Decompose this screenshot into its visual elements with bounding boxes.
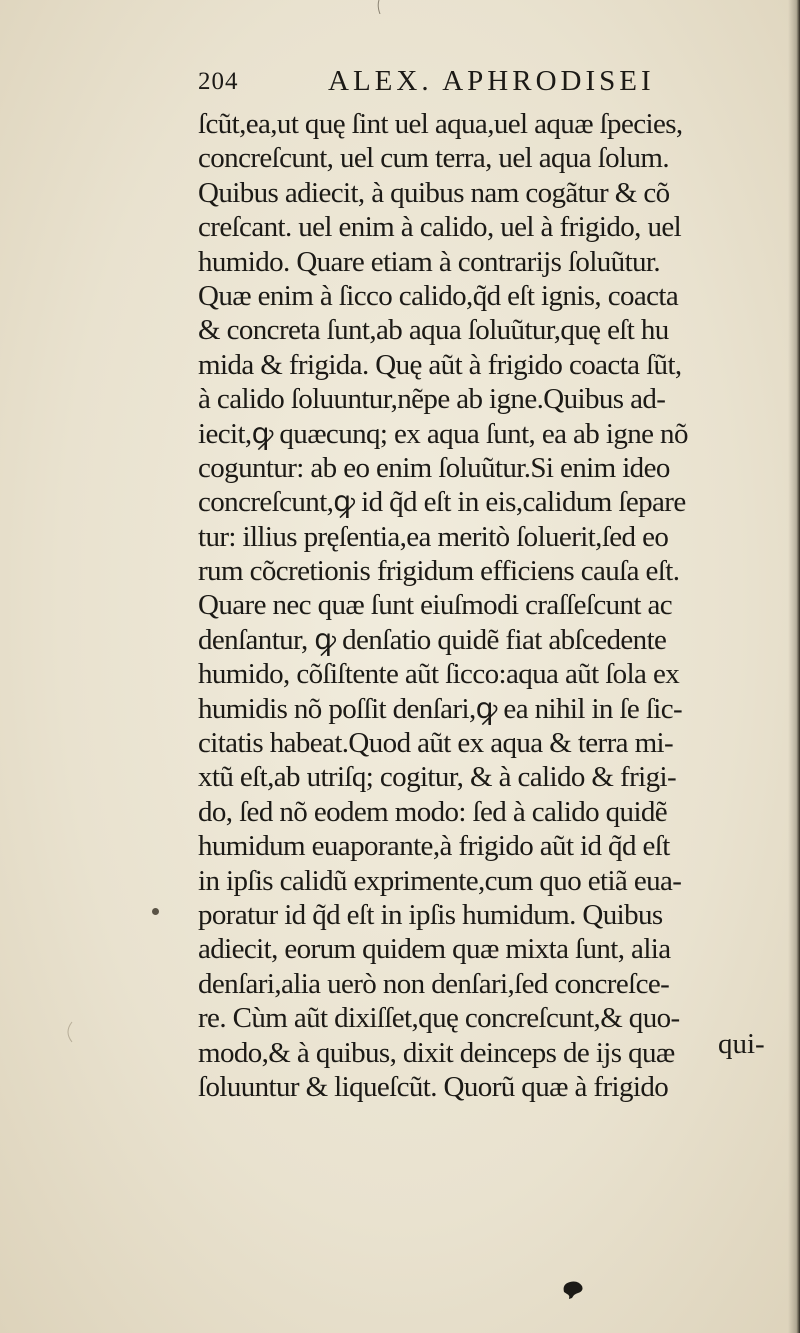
text-line: poratur id q̃d eſt in ipſis humidum. Quibus — [198, 898, 663, 931]
printer-ornament-icon — [560, 1278, 586, 1300]
page-header — [198, 62, 758, 102]
text-line: humidum euaporante,à frigido aũt id q̃d eſt — [198, 830, 670, 863]
text-line: Quare nec quæ ſunt eiuſmodi craſſeſcunt ac — [198, 589, 673, 622]
text-line: denſantur, ꝙ denſatio quidẽ fiat abſcedente — [198, 623, 667, 656]
text-line: iecit,ꝙ quæcunq; ex aqua ſunt, ea ab igne nõ — [198, 417, 688, 450]
margin-dot — [152, 908, 159, 915]
body-text — [198, 107, 794, 1104]
text-line: in ipſis calidũ exprimente,cum quo etiã eua- — [198, 864, 682, 897]
catchword: qui- — [718, 1028, 765, 1060]
page-number: 204 — [198, 68, 239, 95]
text-line: Quæ enim à ſicco calido,q̃d eſt ignis, coacta — [198, 279, 679, 312]
text-line: modo,& à quibus, dixit deinceps de ijs quæ — [198, 1036, 675, 1069]
text-line: humido, cõſiſtente aũt ſicco:aqua aũt ſola ex — [198, 658, 680, 691]
text-line: mida & frigida. Quę aũt à frigido coacta ſũt, — [198, 348, 682, 381]
text-line: ſcũt,ea,ut quę ſint uel aqua,uel aquæ ſpecies, — [198, 108, 683, 140]
text-line: citatis habeat.Quod aũt ex aqua & terra mi- — [198, 727, 674, 760]
text-line: xtũ eſt,ab utriſq; cogitur, & à calido & frigi- — [198, 761, 677, 794]
ink-tick-mark — [376, 0, 382, 14]
text-line: ſoluuntur & liqueſcũt. Quorũ quæ à frigido — [198, 1070, 669, 1103]
text-line: adiecit, eorum quidem quæ mixta ſunt, alia — [198, 933, 671, 966]
text-line: creſcant. uel enim à calido, uel à frigido, uel — [198, 211, 682, 244]
text-line: rum cõcretionis frigidum efficiens cauſa eſt. — [198, 555, 680, 588]
text-line: humidis nõ poſſit denſari,ꝙ ea nihil in ſe ſic- — [198, 692, 683, 725]
text-line: tur: illius pręſentia,ea meritò ſoluerit,ſed eo — [198, 520, 669, 553]
text-line: humido. Quare etiam à contrarijs ſoluũtur. — [198, 245, 661, 278]
text-line: denſari,alia uerò non denſari,ſed concreſce- — [198, 967, 670, 1000]
text-line: re. Cùm aũt dixiſſet,quę concreſcunt,& quo- — [198, 1002, 680, 1035]
running-head: ALEX. APHRODISEI — [328, 65, 655, 97]
text-line: à calido ſoluuntur,nẽpe ab igne.Quibus ad- — [198, 383, 666, 416]
text-line: coguntur: ab eo enim ſoluũtur.Si enim ideo — [198, 451, 670, 484]
text-line: do, ſed nõ eodem modo: ſed à calido quidẽ — [198, 795, 668, 828]
text-line: Quibus adiecit, à quibus nam cogãtur & cõ — [198, 176, 670, 209]
text-line: concreſcunt, uel cum terra, uel aqua ſolum. — [198, 142, 670, 175]
text-line: concreſcunt,ꝙ id q̃d eſt in eis,calidum ſepare — [198, 486, 686, 519]
text-line: & concreta ſunt,ab aqua ſoluũtur,quę eſt hu — [198, 314, 669, 347]
margin-bracket-mark — [60, 1020, 74, 1044]
